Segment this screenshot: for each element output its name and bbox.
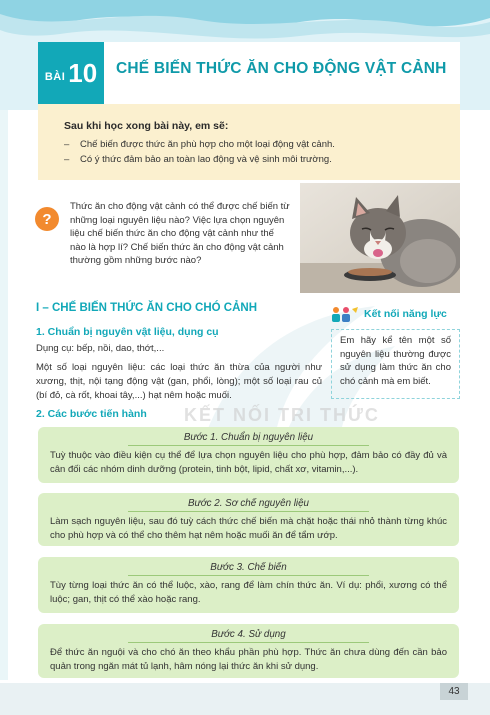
step-body: Làm sạch nguyên liệu, sau đó tuỳ cách thức chế biến mà chặt hoặc thái nhỏ thành từng khúc cho phù hợp và có thể cho thêm hạt nêm hoặc muối ăn để tẩm ướp. — [50, 516, 447, 541]
step-box — [38, 624, 459, 678]
lesson-title: CHẾ BIẾN THỨC ĂN CHO ĐỘNG VẬT CẢNH — [116, 60, 447, 77]
step-body: Tuỳ thuộc vào điều kiện cụ thể để lựa chọn nguyên liệu cho phù hợp, đảm bảo có đầy đủ và cân đối các nhóm dinh dưỡng (protein, tinh bột, lipid, chất xơ, vitamin,...). — [50, 450, 447, 475]
section-heading: I – CHẾ BIẾN THỨC ĂN CHO CHÓ CẢNH — [36, 302, 258, 314]
step-title: Bước 4. Sử dụng — [211, 629, 286, 640]
connect-skills-box: Em hãy kể tên một số nguyên liệu thường được sử dụng làm thức ăn cho chó cảnh mà em biết. — [331, 329, 460, 399]
ingredients-paragraph: Một số loại nguyên liệu: các loại thức ăn thừa của người như xương, thịt, nội tạng động vật (gan, phổi, lòng); một số loại rau củ (bí đỏ, cà rốt, khoai tây,...) hạt nêm hoặc muối. — [36, 362, 322, 401]
subsection-heading-steps: 2. Các bước tiến hành — [36, 408, 147, 420]
step-title: Bước 1. Chuẩn bị nguyên liệu — [183, 432, 314, 443]
opening-question: Thức ăn cho động vật cảnh có thể được chế biến từ những loại nguyên liệu nào? Việc lựa chọn nguyên liệu chế biến thức ăn cho động vật cảnh như thế nào là hợp lí? Chế biến thức ăn cho động vật cảnh thường gồm những bước nào? — [70, 201, 290, 267]
objective-item: – Có ý thức đảm bảo an toàn lao động và vệ sinh môi trường. — [64, 154, 332, 165]
lesson-number: 10 — [68, 57, 98, 88]
lesson-title-banner — [38, 42, 460, 104]
step-box — [38, 493, 459, 546]
objectives-heading: Sau khi học xong bài này, em sẽ: — [64, 120, 229, 132]
step-box — [38, 557, 459, 613]
step-body: Để thức ăn nguội và cho chó ăn theo khẩu phần phù hợp. Thức ăn chưa dùng đến cần bảo quản trong ngăn mát tủ lạnh, hâm nóng lại thức ăn khi sử dụng. — [50, 647, 447, 672]
question-mark-icon: ? — [35, 207, 59, 231]
people-connect-icon — [330, 306, 360, 322]
left-margin-strip — [0, 110, 8, 680]
step-title: Bước 2. Sơ chế nguyên liệu — [188, 498, 309, 509]
lesson-tag-word: BÀI — [44, 71, 66, 83]
cat-eating-photo — [300, 183, 460, 293]
step-box — [38, 427, 459, 483]
tools-list: Dụng cụ: bếp, nồi, dao, thớt,... — [36, 343, 165, 354]
page-number: 43 — [440, 683, 468, 700]
learning-objectives-box — [38, 104, 460, 180]
page-footer-bar — [0, 683, 490, 715]
lesson-number-tag — [38, 42, 104, 104]
step-body: Tùy từng loại thức ăn có thể luộc, xào, rang để làm chín thức ăn. Ví dụ: phổi, xương có thể luộc; gan, thịt có thể xào hoặc rang. — [50, 580, 447, 605]
connect-skills-label: Kết nối năng lực — [364, 308, 447, 320]
subsection-heading-prepare: 1. Chuẩn bị nguyên vật liệu, dụng cụ — [36, 326, 219, 338]
step-title: Bước 3. Chế biến — [210, 562, 287, 573]
objective-item: – Chế biến được thức ăn phù hợp cho một loại động vật cảnh. — [64, 139, 335, 150]
watermark-text: KẾT NỐI TRI THỨC — [184, 405, 380, 425]
